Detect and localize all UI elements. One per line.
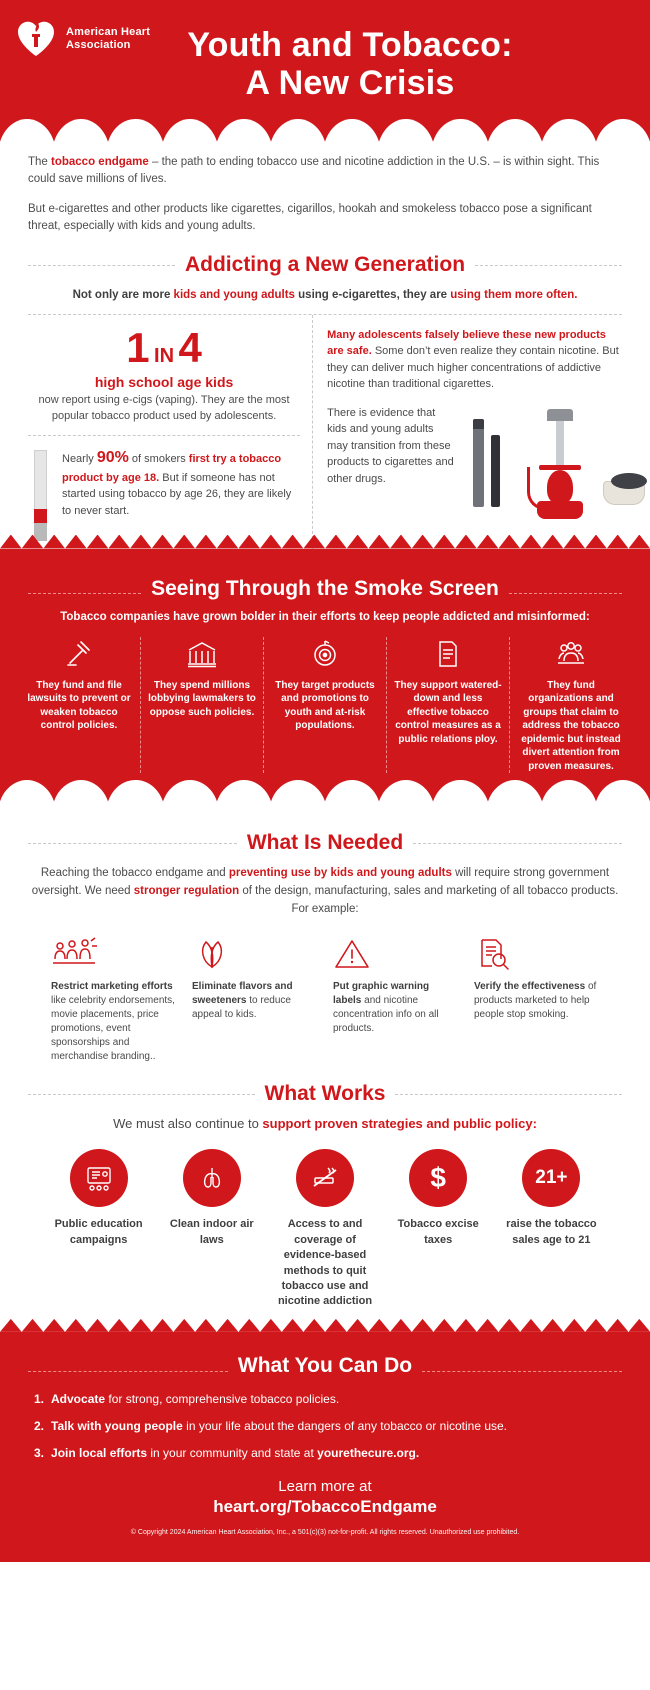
- evidence-row: [327, 405, 622, 525]
- heading-rule-right: [475, 265, 622, 266]
- what-works-items: [28, 1149, 622, 1309]
- what-works-lede: [28, 1116, 622, 1131]
- smoke-item-watered-down: [387, 637, 510, 774]
- misbelief-rest: Some don’t even realize they contain nicotine. But they can deliver much higher concentrations of addictive nicotine than traditional cigarettes.: [327, 345, 619, 391]
- list-item-bold: Join local efforts: [51, 1445, 148, 1460]
- addicting-section: [0, 253, 650, 549]
- list-item: [34, 1390, 616, 1408]
- needed-item-verify: [469, 936, 604, 1064]
- needed-rule-right: [413, 843, 622, 844]
- works-item-caption: raise the tobacco sales age to 21: [506, 1218, 597, 1246]
- smoke-item-lawsuits: [18, 637, 141, 774]
- smoke-screen-heading-row: [0, 569, 650, 611]
- aha-logo-text: [66, 26, 150, 51]
- intro-p1-highlight: tobacco endgame: [51, 156, 149, 168]
- intro-p1-part2: – the path to ending tobacco use and nicotine addiction in the U.S. – is within sight. This could save millions of lives.: [28, 156, 600, 186]
- gavel-icon: [25, 637, 133, 671]
- stat-denominator: 4: [178, 323, 202, 371]
- addicting-heading: Addicting a New Generation: [184, 253, 466, 276]
- what-you-can-do-list: [0, 1390, 650, 1462]
- smoke-item-targeting: [264, 637, 387, 774]
- list-item-text: [51, 1417, 507, 1435]
- list-item-rest: in your life about the dangers of any tobacco or nicotine use.: [182, 1418, 508, 1433]
- smoke-item-caption: They fund organizations and groups that claim to address the tobacco epidemic but instead divert attention from proven measures.: [521, 679, 621, 772]
- needed-item-caption: [192, 980, 317, 1022]
- addicting-subheading: [28, 287, 622, 304]
- page-title-line2: A New Crisis: [245, 64, 455, 103]
- cigarette-stat-text: [62, 446, 300, 520]
- misbelief-paragraph: [327, 327, 622, 393]
- misbelief-highlight: Many adolescents falsely believe these new products are safe.: [327, 328, 606, 358]
- smoke-item-caption: They fund and file lawsuits to prevent or weaken tobacco control policies.: [27, 679, 131, 732]
- needed-part1: Reaching the tobacco endgame and: [40, 867, 229, 880]
- addicting-sub-part2: using e-cigarettes, they are: [294, 289, 451, 301]
- heading-rule-left: [28, 265, 175, 266]
- cando-heading-row: [0, 1348, 650, 1390]
- addicting-stats-grid: [28, 314, 622, 549]
- copyright-text: © Copyright 2024 American Heart Association, Inc., a 501(c)(3) not-for-profit. All rights reserved. Unauthorized use prohibited.: [130, 1528, 520, 1536]
- needed-item-warning-labels: [328, 936, 463, 1064]
- learn-more-block: [0, 1478, 650, 1517]
- needed-caption-bold: Restrict marketing efforts: [51, 981, 173, 993]
- smokeless-tobacco-tin-icon: [603, 473, 647, 503]
- works-lede-highlight: support proven strategies and public policy:: [262, 1116, 537, 1132]
- needed-caption-bold: Verify the effectiveness: [474, 981, 586, 993]
- smoke-screen-items: [0, 637, 650, 774]
- smoke-screen-heading: Seeing Through the Smoke Screen: [151, 576, 499, 600]
- aha-logo: [14, 16, 150, 62]
- needed-item-caption: [474, 980, 599, 1022]
- hookah-icon: [525, 409, 595, 525]
- list-item-rest: for strong, comprehensive tobacco policies.: [105, 1391, 340, 1406]
- needed-part2: will require strong government oversight. We need: [31, 867, 610, 897]
- works-item-education: [42, 1149, 155, 1309]
- cig-stat-part3: But if someone has not started using tobacco by age 26, they are likely to never start.: [62, 471, 292, 517]
- needed-rule-left: [28, 843, 237, 844]
- cig-stat-percent: 90%: [96, 448, 129, 466]
- smoke-heading-rule-right: [509, 593, 622, 594]
- works-lede-part1: We must also continue to: [113, 1116, 263, 1132]
- age-21-glyph: 21+: [535, 1167, 568, 1189]
- addicting-heading-row: [28, 253, 622, 277]
- needed-item-marketing: [46, 936, 181, 1064]
- learn-more-url[interactable]: heart.org/TobaccoEndgame: [213, 1496, 437, 1516]
- stats-right-column: [313, 315, 622, 549]
- intro-paragraph-2: But e-cigarettes and other products like cigarettes, cigarillos, hookah and smokeless tobacco pose a significant threat, especially with kids and young adults.: [28, 202, 592, 232]
- vape-device-icon: [473, 419, 484, 507]
- needed-caption-bold: Eliminate flavors and sweeteners: [192, 981, 293, 1007]
- stat-description: now report using e-cigs (vaping). They are the most popular tobacco product used by adolescents.: [38, 393, 290, 422]
- list-item: [34, 1417, 616, 1435]
- aha-logo-line1: American Heart: [66, 26, 151, 39]
- vape-device-secondary-icon: [491, 435, 500, 507]
- magnifier-document-icon: [474, 936, 599, 972]
- what-is-needed-heading: What Is Needed: [246, 831, 404, 855]
- bottom-band-zigzag: [0, 1332, 650, 1346]
- needed-caption-rest: of products marketed to help people stop smoking.: [474, 981, 597, 1021]
- lungs-icon: [183, 1149, 241, 1207]
- warning-triangle-icon: [333, 936, 458, 972]
- works-item-caption: Tobacco excise taxes: [397, 1218, 479, 1246]
- dollar-glyph: $: [430, 1162, 446, 1194]
- needed-caption-rest: to reduce appeal to kids.: [192, 995, 291, 1021]
- works-item-age-21: [495, 1149, 608, 1309]
- education-icon: [70, 1149, 128, 1207]
- document-icon: [394, 637, 502, 671]
- page-header: [0, 0, 650, 120]
- cig-stat-highlight: first try a tobacco product by age 18.: [62, 452, 282, 484]
- what-is-needed-section: [0, 831, 650, 1064]
- mint-leaf-icon: [192, 936, 317, 972]
- stats-left-column: [28, 315, 313, 549]
- needed-highlight2: stronger regulation: [133, 884, 240, 897]
- list-item-link[interactable]: yourethecure.org.: [317, 1445, 420, 1460]
- smoke-item-caption: They support watered-down and less effective tobacco control measures as a public relations ploy.: [394, 679, 502, 745]
- people-marketing-icon: [51, 936, 176, 972]
- one-in-four-stat: [28, 323, 300, 390]
- intro-section: [0, 154, 650, 235]
- smoke-screen-lede: Tobacco companies have grown bolder in their efforts to keep people addicted and misinformed:: [60, 610, 590, 623]
- works-item-clean-air: [155, 1149, 268, 1309]
- cigarette-icon: [28, 446, 52, 541]
- list-item-text: [51, 1444, 419, 1462]
- people-group-icon: [517, 637, 625, 671]
- what-is-needed-paragraph: [28, 865, 622, 918]
- intro-p1-part1: The: [28, 156, 52, 168]
- works-item-caption: Public education campaigns: [54, 1218, 143, 1246]
- works-item-caption: Access to and coverage of evidence-based methods to quit tobacco use and nicotine addiction: [277, 1218, 373, 1308]
- red-band-bottom-scallop: [0, 783, 650, 813]
- needed-heading-row: [28, 831, 622, 855]
- learn-more-label: Learn more at: [278, 1477, 372, 1495]
- what-is-needed-items: [28, 936, 622, 1064]
- needed-item-caption: [51, 980, 176, 1064]
- evidence-paragraph: There is evidence that kids and young adults may transition from these products to cigarettes and other drugs.: [327, 406, 454, 485]
- works-item-caption: Clean indoor air laws: [169, 1218, 254, 1246]
- what-you-can-do-heading: What You Can Do: [237, 1353, 413, 1377]
- cig-stat-part1: Nearly: [62, 452, 97, 465]
- list-item-rest: in your community and state at: [147, 1445, 318, 1460]
- smoke-screen-section: [0, 565, 650, 784]
- list-item-number: 1.: [34, 1391, 45, 1406]
- list-item-number: 2.: [34, 1418, 45, 1433]
- age-21-icon: [522, 1149, 580, 1207]
- stat-label: high school age kids: [94, 373, 234, 390]
- works-rule-right: [395, 1094, 622, 1095]
- page-title-line1: Youth and Tobacco:: [187, 26, 513, 64]
- needed-highlight1: preventing use by kids and young adults: [228, 867, 452, 880]
- target-icon: [271, 637, 379, 671]
- smoke-item-lobbying: [141, 637, 264, 774]
- tobacco-products-illustration: [465, 405, 622, 525]
- aha-logo-line2: Association: [66, 39, 131, 51]
- stats-inner-divider: [28, 435, 300, 436]
- works-item-cessation: [268, 1149, 381, 1309]
- list-item-text: [51, 1390, 339, 1408]
- smoke-item-front-groups: [510, 637, 632, 774]
- dollar-icon: [409, 1149, 467, 1207]
- addicting-sub-highlight2: using them more often.: [450, 289, 578, 301]
- heart-torch-icon: [14, 16, 58, 62]
- works-heading-row: [28, 1082, 622, 1106]
- list-item-number: 3.: [34, 1445, 45, 1460]
- works-item-excise-taxes: [382, 1149, 495, 1309]
- smoke-item-caption: They target products and promotions to youth and at-risk populations.: [275, 679, 375, 732]
- what-you-can-do-section: [0, 1346, 650, 1562]
- intro-paragraph-1: [28, 154, 622, 189]
- cigarette-stat-row: [28, 446, 300, 541]
- stat-in-word: IN: [154, 344, 175, 367]
- header-scallop-divider: [0, 120, 650, 154]
- no-smoking-icon: [296, 1149, 354, 1207]
- cando-rule-right: [422, 1371, 622, 1372]
- needed-item-flavors: [187, 936, 322, 1064]
- needed-caption-rest: like celebrity endorsements, movie placements, price promotions, event sponsorships and merchandise branding..: [51, 995, 175, 1063]
- needed-caption-rest: and nicotine concentration info on all products.: [333, 995, 439, 1035]
- what-works-section: [0, 1082, 650, 1309]
- red-band-top-zigzag: [0, 549, 650, 565]
- capitol-icon: [148, 637, 256, 671]
- stat-numerator: 1: [126, 323, 150, 371]
- list-item-bold: Advocate: [51, 1391, 106, 1406]
- needed-item-caption: [333, 980, 458, 1036]
- addicting-sub-highlight1: kids and young adults: [173, 289, 295, 301]
- cando-rule-left: [28, 1371, 228, 1372]
- needed-part3: of the design, manufacturing, sales and marketing of all tobacco products. For example:: [239, 884, 619, 915]
- cig-stat-part2: of smokers: [128, 452, 189, 465]
- smoke-heading-rule-left: [28, 593, 141, 594]
- list-item: [34, 1444, 616, 1462]
- smoke-item-caption: They spend millions lobbying lawmakers to oppose such policies.: [148, 679, 256, 718]
- works-rule-left: [28, 1094, 255, 1095]
- addicting-sub-part1: Not only are more: [72, 289, 174, 301]
- list-item-bold: Talk with young people: [51, 1418, 183, 1433]
- what-works-heading: What Works: [264, 1082, 386, 1106]
- needed-caption-bold: Put graphic warning labels: [333, 981, 430, 1007]
